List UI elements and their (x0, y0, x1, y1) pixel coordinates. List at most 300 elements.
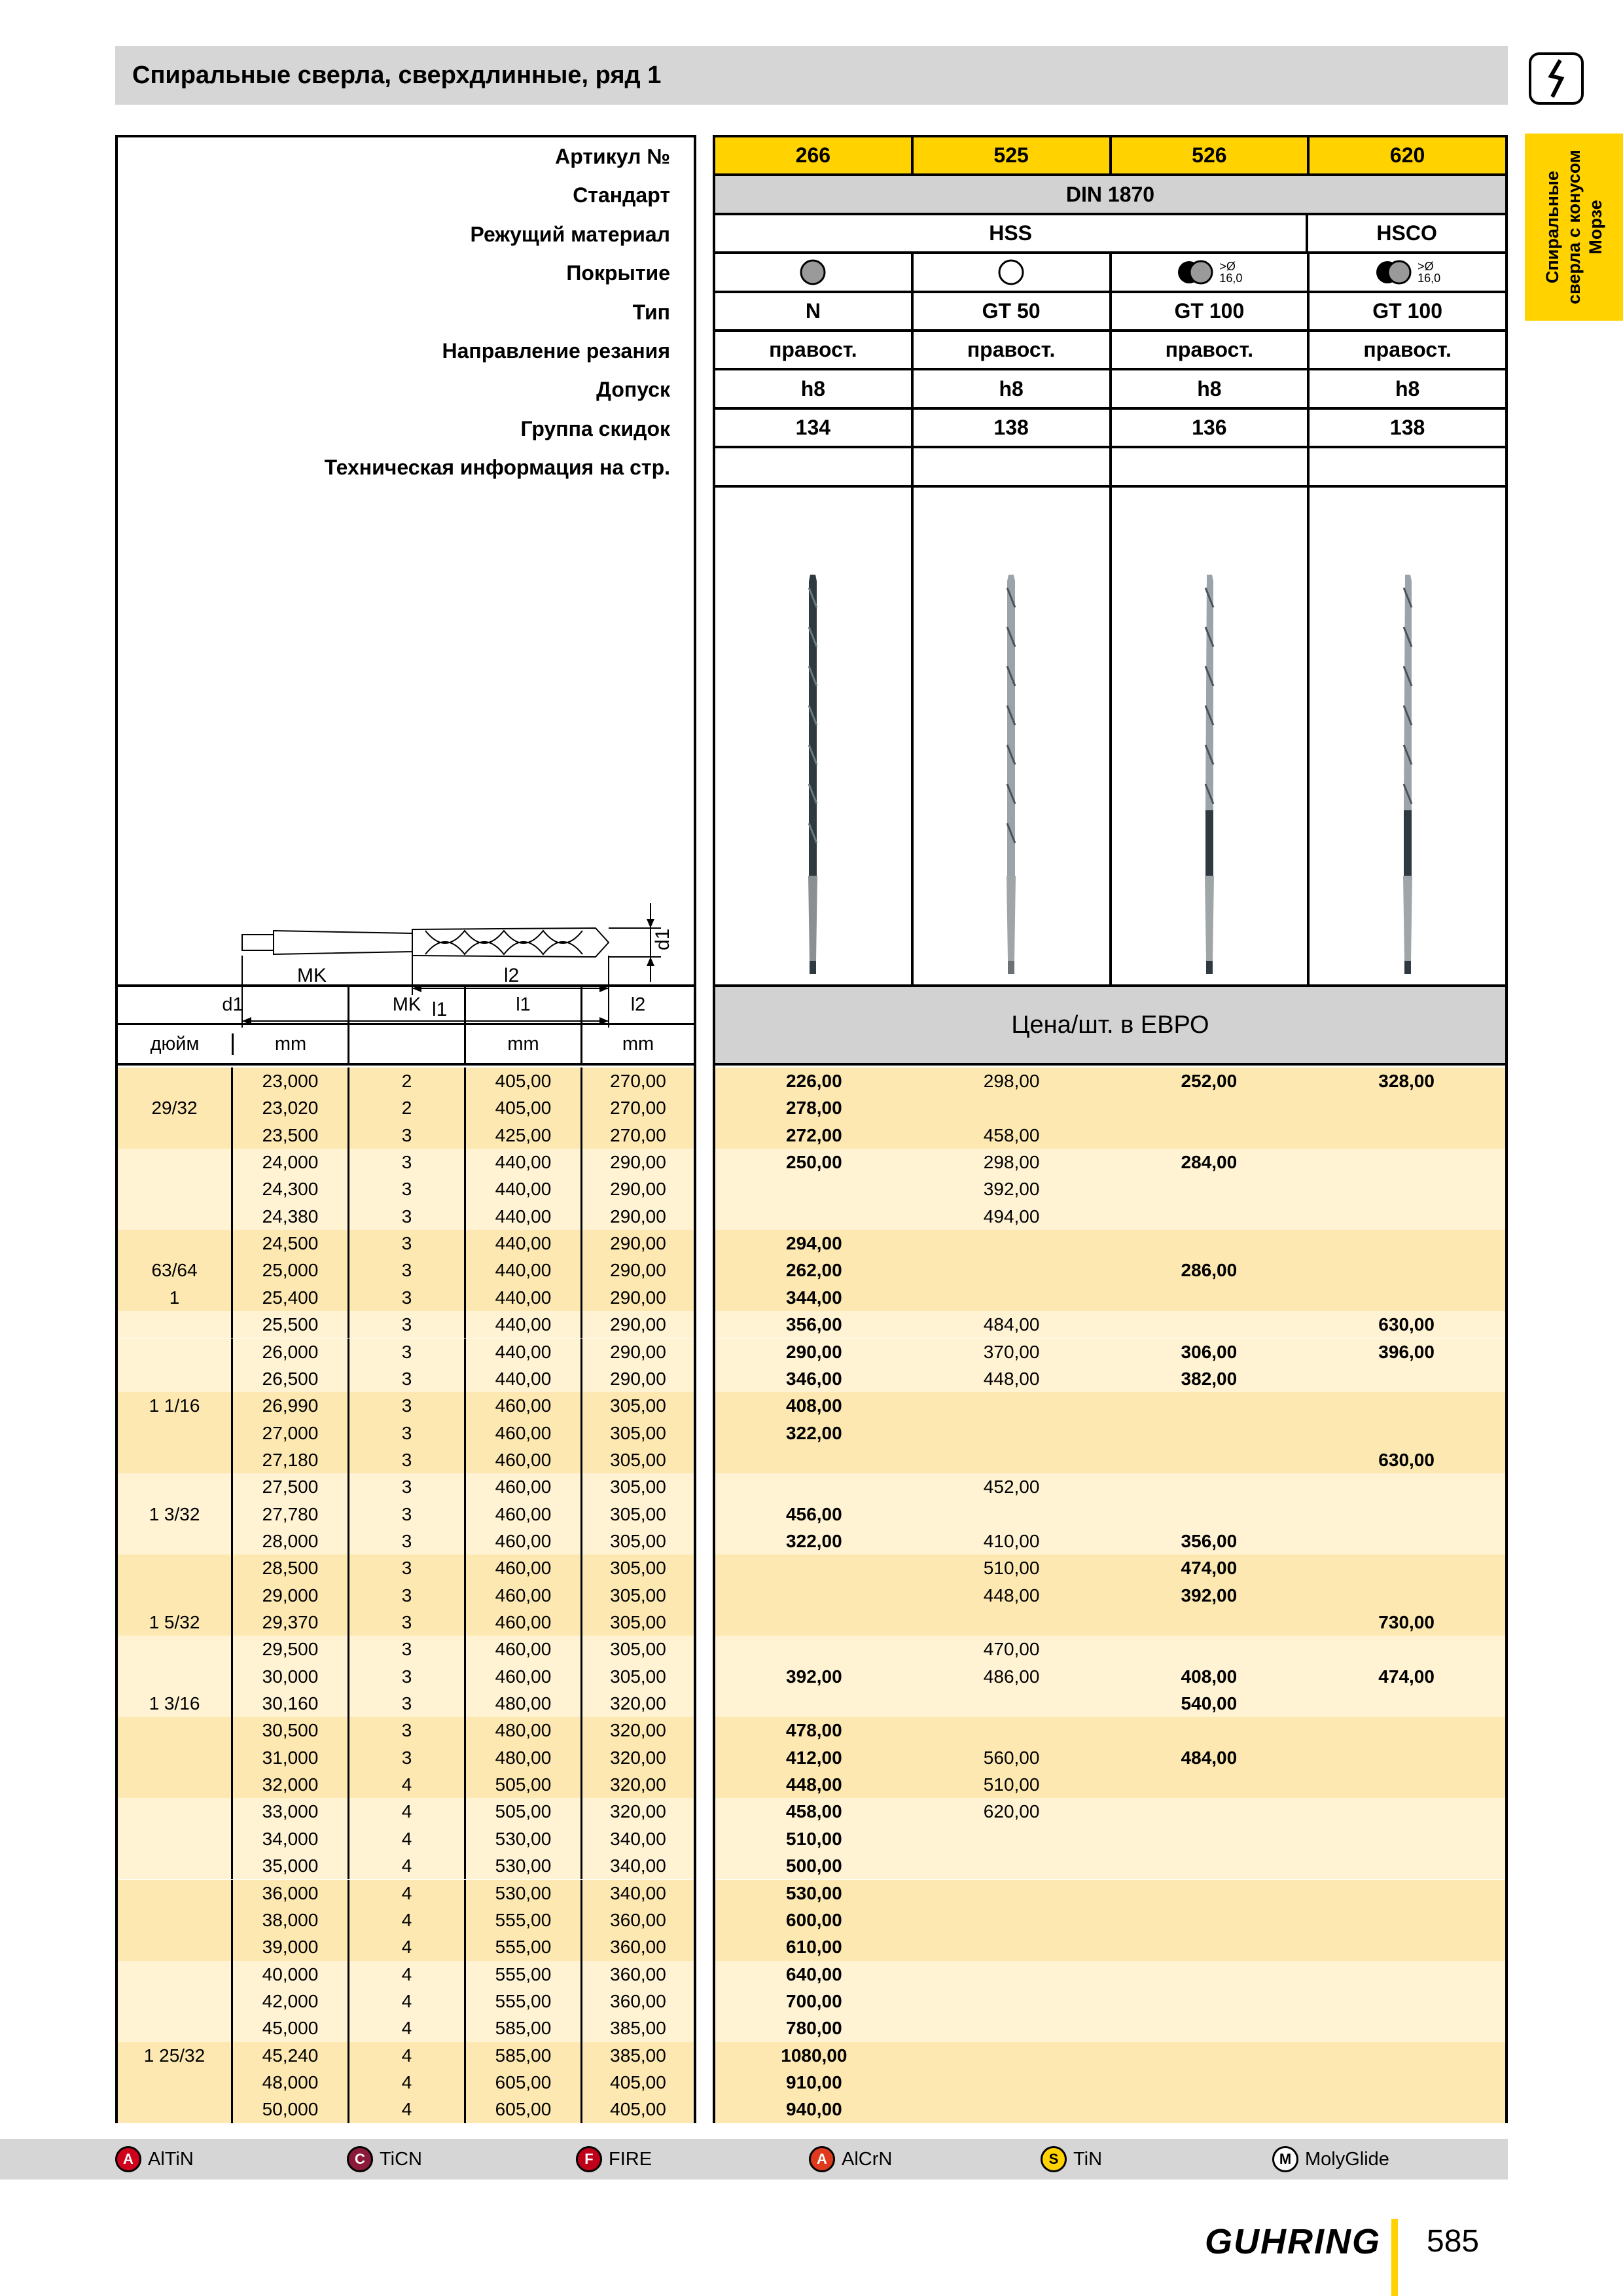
cell-l1: 440,00 (466, 1257, 582, 1283)
cell-mk: 3 (349, 1744, 466, 1771)
cell-mk: 3 (349, 1149, 466, 1175)
price-cell-620[interactable]: 396,00 (1378, 1341, 1435, 1362)
cell-mk: 4 (349, 1961, 466, 1988)
price-cell-266[interactable]: 392,00 (786, 1666, 842, 1687)
price-cell-525 (913, 1284, 1111, 1311)
price-cell-266[interactable]: 226,00 (786, 1071, 842, 1091)
price-cell-526 (1111, 1420, 1308, 1446)
price-row (715, 1473, 1505, 1500)
cell-mk: 3 (349, 1663, 466, 1690)
price-cell-526 (1111, 2042, 1308, 2069)
price-cell-526 (1111, 1798, 1308, 1825)
cell-l1: 530,00 (466, 1825, 582, 1852)
cell-inch: 63/64 (118, 1257, 233, 1283)
cell-mm: 35,000 (233, 1852, 349, 1879)
price-cell-525[interactable]: 620,00 (983, 1801, 1040, 1822)
price-cell-620 (1308, 1582, 1505, 1609)
price-cell-266[interactable]: 610,00 (786, 1937, 842, 1958)
price-cell-266 (715, 1554, 913, 1581)
price-cell-526[interactable]: 474,00 (1181, 1558, 1238, 1579)
dimension-row (118, 1067, 694, 1094)
legend-item (115, 2139, 194, 2179)
diagram-mk-label: MK (297, 965, 327, 986)
cell-l2: 340,00 (610, 1828, 666, 1849)
cell-inch (118, 1203, 233, 1230)
price-cell-266[interactable]: 356,00 (786, 1314, 842, 1335)
price-row (715, 1446, 1505, 1473)
price-cell-525 (913, 1988, 1111, 2015)
price-cell-620 (1308, 1636, 1505, 1662)
cell-mk: 4 (349, 1880, 466, 1907)
cell-mk: 3 (349, 1636, 466, 1662)
price-cell-620 (1308, 1798, 1505, 1825)
cell-l1: 555,00 (466, 1988, 582, 2015)
price-cell-266 (715, 1690, 913, 1717)
price-cell-266[interactable]: 346,00 (786, 1368, 842, 1389)
type-value: GT 100 (1112, 293, 1310, 329)
coating-cell (1112, 254, 1310, 290)
price-cell-526 (1111, 1284, 1308, 1311)
cell-mm: 50,000 (233, 2096, 349, 2123)
cell-mm: 45,240 (233, 2042, 349, 2069)
coating-combination-icon (1176, 258, 1215, 287)
price-cell-266[interactable]: 290,00 (786, 1341, 842, 1362)
cell-mm: 30,000 (233, 1663, 349, 1690)
price-cell-526 (1111, 1122, 1308, 1149)
cell-mm: 29,000 (233, 1582, 349, 1609)
article-spec-panel (713, 135, 1508, 987)
cell-mm: 24,300 (233, 1175, 349, 1202)
price-cell-526[interactable]: 284,00 (1181, 1152, 1238, 1173)
cell-mk: 4 (349, 1988, 466, 2015)
price-cell-525[interactable]: 458,00 (983, 1124, 1040, 1145)
column-header-mk-unit (349, 1025, 466, 1063)
price-cell-525 (913, 1230, 1111, 1257)
price-cell-526 (1111, 1473, 1308, 1500)
tech-info-value[interactable] (1310, 448, 1505, 484)
cell-l1: 585,00 (466, 2015, 582, 2041)
price-row (715, 1149, 1505, 1175)
price-row (715, 1744, 1505, 1771)
cell-l2: 405,00 (610, 2072, 666, 2092)
price-table (713, 1066, 1508, 2123)
price-cell-526 (1111, 2015, 1308, 2041)
price-cell-526 (1111, 1988, 1308, 2015)
product-image-266[interactable] (715, 483, 914, 984)
cell-inch (118, 1420, 233, 1446)
price-cell-266[interactable]: 700,00 (786, 1990, 842, 2011)
spec-label: Режущий материал (470, 222, 670, 246)
price-cell-266[interactable]: 322,00 (786, 1530, 842, 1551)
price-cell-620[interactable]: 474,00 (1378, 1666, 1435, 1687)
price-cell-525 (913, 1961, 1111, 1988)
cell-mk: 3 (349, 1284, 466, 1311)
price-cell-526[interactable]: 252,00 (1181, 1071, 1238, 1091)
price-cell-526[interactable]: 356,00 (1181, 1530, 1238, 1551)
price-cell-620 (1308, 1175, 1505, 1202)
price-cell-525[interactable]: 392,00 (983, 1179, 1040, 1200)
price-cell-525[interactable]: 510,00 (983, 1774, 1040, 1795)
price-cell-525[interactable]: 484,00 (983, 1314, 1040, 1335)
price-cell-266 (715, 1203, 913, 1230)
legend-label: TiCN (380, 2148, 422, 2170)
cell-l2: 305,00 (610, 1503, 666, 1524)
cell-inch: 1 3/16 (118, 1690, 233, 1717)
price-cell-266[interactable]: 262,00 (786, 1260, 842, 1281)
cell-mm: 28,500 (233, 1554, 349, 1581)
cell-l1: 555,00 (466, 1933, 582, 1960)
dimension-row (118, 1149, 694, 1175)
cell-l2: 320,00 (610, 1774, 666, 1795)
cell-l2: 305,00 (610, 1477, 666, 1498)
cell-l2: 360,00 (610, 1937, 666, 1958)
tech-info-value[interactable] (715, 448, 914, 484)
price-cell-620 (1308, 1257, 1505, 1283)
price-row (715, 1203, 1505, 1230)
price-cell-525[interactable]: 452,00 (983, 1477, 1040, 1498)
page-number: 585 (1427, 2224, 1480, 2259)
price-cell-620[interactable]: 630,00 (1378, 1314, 1435, 1335)
cell-mk: 3 (349, 1257, 466, 1283)
cell-mm: 25,000 (233, 1257, 349, 1283)
price-cell-620 (1308, 1907, 1505, 1933)
coating-row (715, 254, 1505, 293)
brand-logo: GUHRING (1205, 2222, 1381, 2261)
cell-mm: 38,000 (233, 1907, 349, 1933)
price-cell-526 (1111, 1609, 1308, 1636)
fire-coating-icon: F (576, 2146, 602, 2172)
cell-inch (118, 2069, 233, 2096)
price-cell-525 (913, 1880, 1111, 1907)
price-cell-620[interactable]: 630,00 (1378, 1449, 1435, 1470)
cell-l2: 290,00 (610, 1368, 666, 1389)
type-value: N (715, 293, 914, 329)
price-cell-526 (1111, 1392, 1308, 1419)
direction-value: правост. (1363, 338, 1452, 362)
cell-l1: 425,00 (466, 1122, 582, 1149)
price-cell-526 (1111, 1907, 1308, 1933)
cell-l2: 305,00 (610, 1530, 666, 1551)
tech-info-value[interactable] (914, 448, 1112, 484)
spec-label-panel (115, 135, 696, 1020)
dimension-row (118, 1798, 694, 1825)
price-row (715, 2069, 1505, 2096)
cell-l1: 460,00 (466, 1392, 582, 1419)
cell-l2: 405,00 (610, 2099, 666, 2120)
price-row (715, 1338, 1505, 1365)
cell-mk: 4 (349, 2069, 466, 2096)
cell-l2: 305,00 (610, 1612, 666, 1632)
cell-mm: 42,000 (233, 1988, 349, 2015)
price-cell-266[interactable]: 278,00 (786, 1098, 842, 1119)
cell-mm: 36,000 (233, 1880, 349, 1907)
cell-mk: 3 (349, 1392, 466, 1419)
product-image-620[interactable] (1310, 483, 1505, 984)
price-cell-526[interactable]: 382,00 (1181, 1368, 1238, 1389)
price-cell-266[interactable]: 530,00 (786, 1882, 842, 1903)
dimension-row (118, 2069, 694, 2096)
price-cell-266[interactable]: 500,00 (786, 1856, 842, 1876)
cell-mm: 29,500 (233, 1636, 349, 1662)
price-cell-266[interactable]: 408,00 (786, 1395, 842, 1416)
price-cell-525[interactable]: 470,00 (983, 1639, 1040, 1660)
price-cell-525 (913, 2042, 1111, 2069)
price-cell-266[interactable]: 344,00 (786, 1287, 842, 1308)
price-cell-525[interactable]: 486,00 (983, 1666, 1040, 1687)
price-cell-620 (1308, 2096, 1505, 2123)
cell-inch: 29/32 (118, 1094, 233, 1121)
diagram-l2-label: l2 (504, 965, 520, 986)
price-cell-525[interactable]: 298,00 (983, 1152, 1040, 1173)
price-cell-266[interactable]: 294,00 (786, 1233, 842, 1254)
column-header-l1: l1 (466, 987, 582, 1025)
price-cell-525[interactable]: 560,00 (983, 1747, 1040, 1768)
type-value: GT 50 (914, 293, 1112, 329)
cell-l2: 305,00 (610, 1666, 666, 1687)
cell-inch (118, 1798, 233, 1825)
spec-label: Покрытие (566, 261, 670, 285)
price-cell-526[interactable]: 392,00 (1181, 1585, 1238, 1605)
cell-inch: 1 1/16 (118, 1392, 233, 1419)
dimension-row (118, 1446, 694, 1473)
price-cell-620 (1308, 2015, 1505, 2041)
price-cell-620 (1308, 1744, 1505, 1771)
price-cell-526[interactable]: 540,00 (1181, 1693, 1238, 1714)
article-row (715, 137, 1505, 176)
cell-mm: 26,990 (233, 1392, 349, 1419)
cell-mm: 27,000 (233, 1420, 349, 1446)
article-number[interactable]: 620 (1310, 137, 1505, 173)
price-cell-266[interactable]: 478,00 (786, 1720, 842, 1741)
price-cell-266[interactable]: 600,00 (786, 1909, 842, 1930)
section-side-tab[interactable] (1525, 134, 1623, 321)
cell-inch (118, 1528, 233, 1554)
cell-inch (118, 1230, 233, 1257)
legend-item (809, 2139, 892, 2179)
cell-mk: 4 (349, 2096, 466, 2123)
cell-l2: 270,00 (610, 1098, 666, 1119)
price-cell-266[interactable]: 458,00 (786, 1801, 842, 1822)
price-cell-266[interactable]: 640,00 (786, 1964, 842, 1984)
cell-mm: 48,000 (233, 2069, 349, 2096)
cell-l2: 305,00 (610, 1422, 666, 1443)
cell-mk: 4 (349, 1771, 466, 1798)
dimension-row (118, 1528, 694, 1554)
cell-mk: 3 (349, 1582, 466, 1609)
product-images (715, 483, 1505, 984)
drill-photo-bright (998, 483, 1024, 984)
cell-mk: 3 (349, 1609, 466, 1636)
price-cell-526 (1111, 1825, 1308, 1852)
price-cell-266[interactable]: 448,00 (786, 1774, 842, 1795)
tolerance-value: h8 (1395, 376, 1420, 401)
price-cell-525 (913, 1392, 1111, 1419)
dimension-row (118, 1122, 694, 1149)
dimension-row (118, 1420, 694, 1446)
cell-l2: 290,00 (610, 1341, 666, 1362)
cell-mk: 3 (349, 1122, 466, 1149)
coating-none-icon (997, 258, 1026, 287)
cell-l2: 305,00 (610, 1639, 666, 1660)
price-cell-526[interactable]: 484,00 (1181, 1747, 1238, 1768)
price-cell-526 (1111, 1501, 1308, 1528)
cell-l2: 360,00 (610, 1964, 666, 1984)
article-number[interactable]: 266 (715, 137, 914, 173)
legend-label: FIRE (609, 2148, 652, 2170)
price-cell-620 (1308, 1203, 1505, 1230)
price-cell-620[interactable]: 730,00 (1378, 1612, 1435, 1632)
dimension-row (118, 1554, 694, 1581)
price-cell-525 (913, 1717, 1111, 1744)
cell-l1: 460,00 (466, 1420, 582, 1446)
price-row (715, 1528, 1505, 1554)
spec-label: Техническая информация на стр. (324, 456, 670, 480)
cell-mk: 4 (349, 1798, 466, 1825)
price-cell-525[interactable]: 448,00 (983, 1368, 1040, 1389)
direction-value: правост. (914, 332, 1112, 368)
cell-l2: 385,00 (610, 2045, 666, 2066)
price-cell-526 (1111, 1636, 1308, 1662)
cell-l1: 480,00 (466, 1744, 582, 1771)
cell-mm: 27,180 (233, 1446, 349, 1473)
price-cell-620 (1308, 1880, 1505, 1907)
cell-l2: 270,00 (610, 1124, 666, 1145)
column-header-l2: l2 (582, 987, 694, 1025)
price-cell-620[interactable]: 328,00 (1378, 1071, 1435, 1091)
cell-mm: 24,500 (233, 1230, 349, 1257)
cell-l1: 530,00 (466, 1880, 582, 1907)
tech-info-row (715, 448, 1505, 487)
price-row (715, 2042, 1505, 2069)
price-cell-266[interactable]: 510,00 (786, 1828, 842, 1849)
price-row (715, 1311, 1505, 1338)
price-cell-525[interactable]: 410,00 (983, 1530, 1040, 1551)
page-title: Спиральные сверла, сверхдлинные, ряд 1 (132, 62, 662, 89)
dimension-row (118, 1988, 694, 2015)
price-cell-526[interactable]: 286,00 (1181, 1260, 1238, 1281)
price-cell-525 (913, 1933, 1111, 1960)
price-cell-526[interactable]: 306,00 (1181, 1341, 1238, 1362)
tolerance-value: h8 (914, 370, 1112, 406)
cell-l1: 585,00 (466, 2042, 582, 2069)
cell-mm: 29,370 (233, 1609, 349, 1636)
product-image-525[interactable] (914, 483, 1112, 984)
cell-mk: 4 (349, 1825, 466, 1852)
dimension-row (118, 1717, 694, 1744)
tin-coating-icon: S (1041, 2146, 1067, 2172)
cell-inch (118, 1473, 233, 1500)
price-cell-525 (913, 1094, 1111, 1121)
cell-l2: 305,00 (610, 1449, 666, 1470)
cell-inch (118, 1717, 233, 1744)
cell-inch: 1 5/32 (118, 1609, 233, 1636)
cell-inch (118, 1636, 233, 1662)
cell-l2: 340,00 (610, 1856, 666, 1876)
cell-l2: 290,00 (610, 1206, 666, 1227)
cell-l2: 360,00 (610, 1909, 666, 1930)
price-row (715, 1880, 1505, 1907)
article-number[interactable]: 525 (914, 137, 1112, 173)
cell-inch (118, 1175, 233, 1202)
price-cell-620 (1308, 1852, 1505, 1879)
price-cell-266[interactable]: 272,00 (786, 1124, 842, 1145)
price-cell-525 (913, 1257, 1111, 1283)
price-cell-266[interactable]: 250,00 (786, 1152, 842, 1173)
price-cell-266 (715, 1175, 913, 1202)
cell-l1: 440,00 (466, 1284, 582, 1311)
price-cell-266[interactable]: 456,00 (786, 1503, 842, 1524)
type-value: GT 100 (1372, 298, 1442, 323)
cell-l1: 480,00 (466, 1717, 582, 1744)
price-cell-525[interactable]: 298,00 (983, 1071, 1040, 1091)
spec-label: Допуск (596, 378, 670, 402)
coating-size-note: >Ø 16,0 (1418, 259, 1441, 285)
dimension-row (118, 1690, 694, 1717)
alcrn-coating-icon: A (809, 2146, 835, 2172)
drill-photo-dark (800, 483, 826, 984)
price-row (715, 1365, 1505, 1392)
price-cell-266[interactable]: 910,00 (786, 2072, 842, 2092)
cell-mm: 34,000 (233, 1825, 349, 1852)
price-cell-525[interactable]: 370,00 (983, 1341, 1040, 1362)
price-cell-525[interactable]: 510,00 (983, 1558, 1040, 1579)
cell-l2: 305,00 (610, 1395, 666, 1416)
price-cell-620 (1308, 1690, 1505, 1717)
column-header-inch: дюйм (118, 1033, 234, 1055)
material-hss: HSS (715, 215, 1308, 251)
tech-info-value[interactable] (1112, 448, 1310, 484)
cell-mk: 3 (349, 1554, 466, 1581)
dimension-row (118, 1501, 694, 1528)
price-row (715, 1554, 1505, 1581)
article-number[interactable]: 526 (1112, 137, 1310, 173)
cell-inch (118, 1663, 233, 1690)
type-row (715, 293, 1505, 332)
price-row (715, 1609, 1505, 1636)
legend-item (347, 2139, 422, 2179)
price-cell-526 (1111, 1175, 1308, 1202)
cell-mk: 3 (349, 1203, 466, 1230)
dimension-row (118, 1880, 694, 1907)
cell-l2: 320,00 (610, 1801, 666, 1822)
cell-l1: 460,00 (466, 1554, 582, 1581)
dimension-row (118, 1257, 694, 1283)
cell-mk: 3 (349, 1717, 466, 1744)
price-cell-620 (1308, 1771, 1505, 1798)
cell-inch (118, 1744, 233, 1771)
dimension-row (118, 2096, 694, 2123)
price-cell-266[interactable]: 780,00 (786, 2018, 842, 2039)
product-image-526[interactable] (1112, 483, 1310, 984)
legend-label: AlTiN (148, 2148, 194, 2170)
cell-mk: 3 (349, 1420, 466, 1446)
cell-mm: 26,000 (233, 1338, 349, 1365)
dimension-row (118, 1609, 694, 1636)
coating-cell (715, 254, 914, 290)
price-cell-525[interactable]: 448,00 (983, 1585, 1040, 1605)
price-cell-526[interactable]: 408,00 (1181, 1666, 1238, 1687)
price-cell-266[interactable]: 940,00 (786, 2099, 842, 2120)
standard-row (715, 176, 1505, 215)
discount-group-value: 138 (1389, 415, 1425, 439)
price-cell-525[interactable]: 494,00 (983, 1206, 1040, 1227)
cell-l1: 605,00 (466, 2069, 582, 2096)
cell-inch (118, 1825, 233, 1852)
price-cell-266[interactable]: 412,00 (786, 1747, 842, 1768)
price-cell-266[interactable]: 322,00 (786, 1422, 842, 1443)
price-cell-266[interactable]: 1080,00 (781, 2045, 847, 2066)
cell-l1: 460,00 (466, 1473, 582, 1500)
